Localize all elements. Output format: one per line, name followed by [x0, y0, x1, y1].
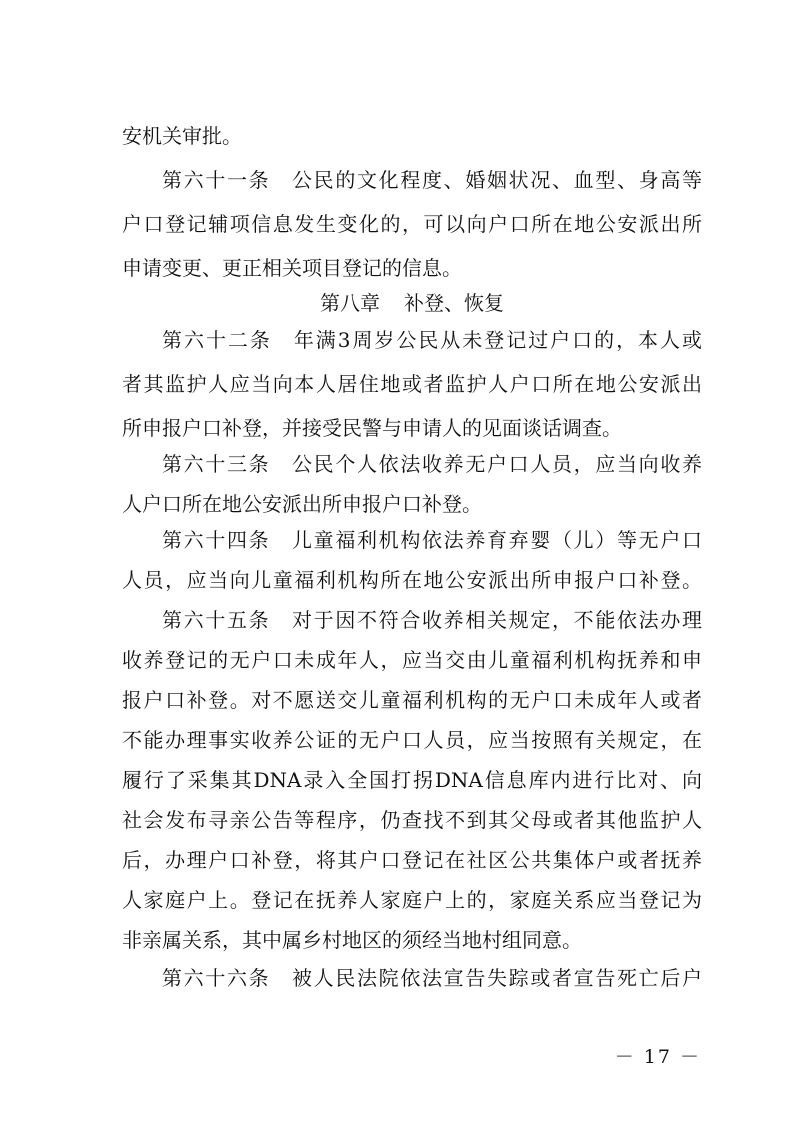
article-65-line-9: 非亲属关系，其中属乡村地区的须经当地村组同意。 — [122, 928, 582, 952]
article-65-line-1: 第六十五条 对于因不符合收养相关规定，不能依法办理 — [162, 608, 702, 632]
article-65-line-2: 收养登记的无户口未成年人，应当交由儿童福利机构抚养和申 — [122, 648, 702, 672]
article-65-line-4: 不能办理事实收养公证的无户口人员，应当按照有关规定，在 — [122, 728, 702, 752]
article-65-line-5: 履行了采集其DNA录入全国打拐DNA信息库内进行比对、向 — [122, 768, 702, 792]
text-line-1: 安机关审批。 — [122, 124, 242, 148]
article-65-line-3: 报户口补登。对不愿送交儿童福利机构的无户口未成年人或者 — [122, 688, 702, 712]
chapter-heading — [122, 283, 702, 323]
article-63-line-2: 人户口所在地公安派出所申报户口补登。 — [122, 492, 482, 516]
article-61-line-3: 申请变更、更正相关项目登记的信息。 — [122, 256, 462, 280]
article-62-line-1: 第六十二条 年满3周岁公民从未登记过户口的，本人或 — [162, 328, 702, 352]
article-65-line-8: 人家庭户上。登记在抚养人家庭户上的，家庭关系应当登记为 — [122, 888, 702, 912]
article-61-line-1: 第六十一条 公民的文化程度、婚姻状况、血型、身高等 — [162, 168, 702, 192]
article-64-line-2: 人员，应当向儿童福利机构所在地公安派出所申报户口补登。 — [122, 568, 702, 592]
article-62-line-2: 者其监护人应当向本人居住地或者监护人户口所在地公安派出 — [122, 372, 702, 396]
article-62-line-3: 所申报户口补登，并接受民警与申请人的见面谈话调查。 — [122, 416, 622, 440]
article-65-line-6: 社会发布寻亲公告等程序，仍查找不到其父母或者其他监护人 — [122, 808, 702, 832]
article-65-line-7: 后，办理户口补登，将其户口登记在社区公共集体户或者抚养 — [122, 848, 702, 872]
chapter-title: 补登、恢复 — [404, 291, 504, 315]
article-66-line-1: 第六十六条 被人民法院依法宣告失踪或者宣告死亡后户 — [162, 966, 702, 990]
page-number: － 17 － — [614, 1046, 701, 1068]
article-63-line-1: 第六十三条 公民个人依法收养无户口人员，应当向收养 — [162, 452, 702, 476]
article-64-line-1: 第六十四条 儿童福利机构依法养育弃婴（儿）等无户口 — [162, 528, 702, 552]
article-61-line-2: 户口登记辅项信息发生变化的，可以向户口所在地公安派出所 — [122, 212, 702, 236]
chapter-number: 第八章 — [320, 291, 380, 315]
